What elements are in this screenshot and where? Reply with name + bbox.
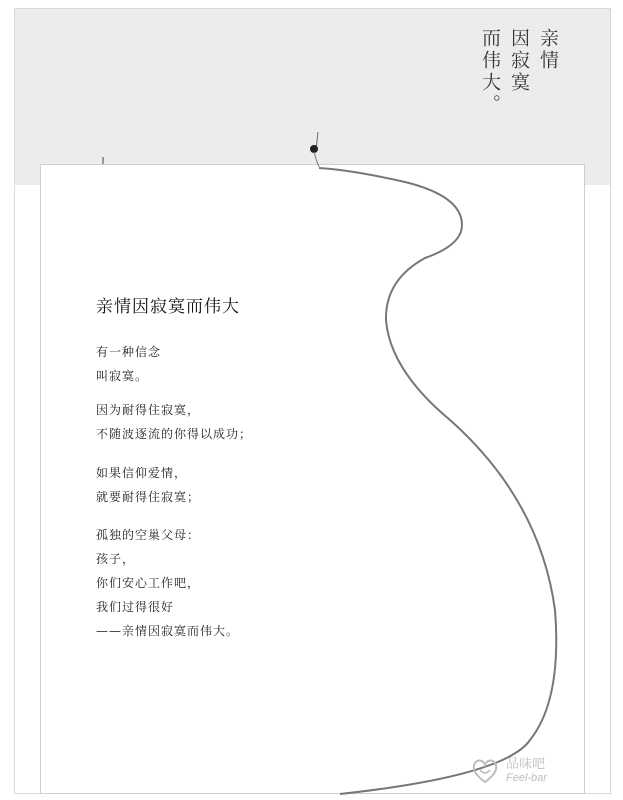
poem-line: 叫寂寞。 <box>96 369 149 383</box>
poem-line: 孩子， <box>96 552 136 566</box>
poem-line: 孤独的空巢父母： <box>96 528 201 542</box>
heart-logo-icon <box>470 756 500 786</box>
stanza-4 <box>96 523 239 643</box>
vertical-title-col-3: 而伟大。 <box>479 28 501 116</box>
stanza-1 <box>96 340 161 388</box>
brand-name-en: Feel-bar <box>506 772 547 784</box>
small-figure-icon <box>310 132 319 167</box>
poem-line: 你们安心工作吧， <box>96 576 201 590</box>
brand-logo <box>470 756 547 786</box>
stanza-3 <box>96 461 200 509</box>
vertical-title-col-1: 亲情 <box>537 28 559 72</box>
brand-name-cn: 品味吧 <box>506 757 546 772</box>
poem-line: 不随波逐流的你得以成功； <box>96 427 253 441</box>
poem-line: 有一种信念 <box>96 345 162 359</box>
poem-line: ——亲情因寂寞而伟大。 <box>96 624 240 638</box>
vertical-title-col-2: 因寂寞 <box>508 28 530 94</box>
stanza-2 <box>96 398 252 446</box>
flowing-line <box>319 168 556 794</box>
poem-line: 就要耐得住寂寞； <box>96 490 201 504</box>
poem-line: 我们过得很好 <box>96 600 175 614</box>
poem-line: 因为耐得住寂寞， <box>96 403 201 417</box>
poem-title: 亲情因寂寞而伟大 <box>96 297 240 317</box>
poem-line: 如果信仰爱情， <box>96 466 188 480</box>
